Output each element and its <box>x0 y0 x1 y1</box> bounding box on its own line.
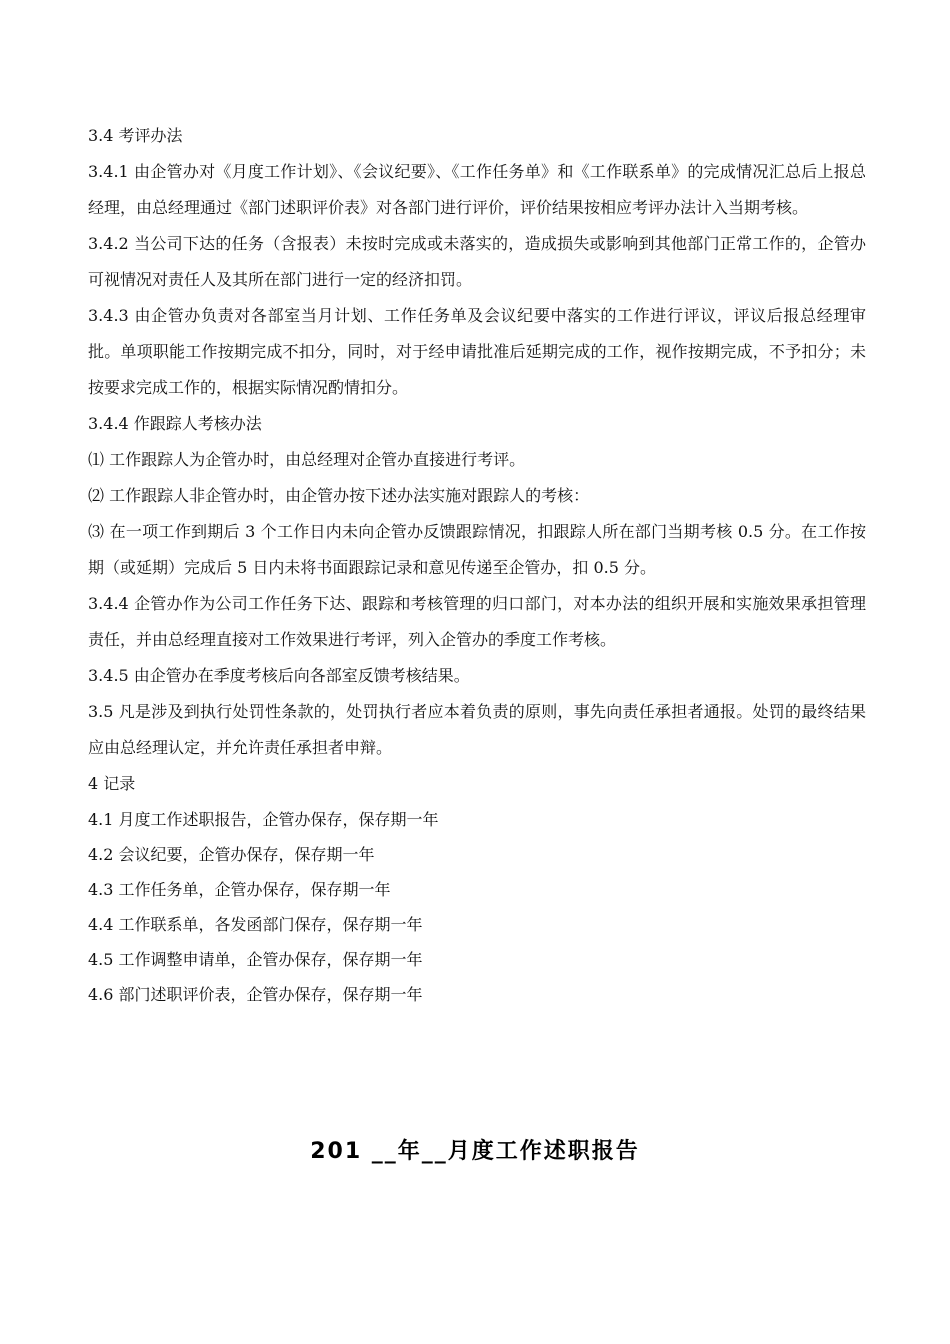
paragraph-3-4-1: 3.4.1 由企管办对《月度工作计划》、《会议纪要》、《工作任务单》和《工作联系单》的完成情况汇总后上报总经理，由总经理通过《部门述职评价表》对各部门进行评价，评价结果按相应考评办法计入当期考核。 <box>88 162 866 217</box>
report-title: 201 __年__月度工作述职报告 <box>310 1139 640 1164</box>
section-heading-3-4: 3.4 考评办法 <box>88 126 183 145</box>
paragraph-3-4-5: 3.4.5 由企管办在季度考核后向各部室反馈考核结果。 <box>88 666 470 685</box>
document-body <box>88 118 866 1012</box>
paragraph-3-4-4b: 3.4.4 企管办作为公司工作任务下达、跟踪和考核管理的归口部门，对本办法的组织开展和实施效果承担管理责任，并由总经理直接对工作效果进行考评，列入企管办的季度工作考核。 <box>88 594 866 649</box>
list-item-1: ⑴ 工作跟踪人为企管办时，由总经理对企管办直接进行考评。 <box>88 450 526 469</box>
list-item-2: ⑵ 工作跟踪人非企管办时，由企管办按下述办法实施对跟踪人的考核： <box>88 486 590 505</box>
list-item-3: ⑶ 在一项工作到期后 3 个工作日内未向企管办反馈跟踪情况，扣跟踪人所在部门当期考核 0.5 分。在工作按期（或延期）完成后 5 日内未将书面跟踪记录和意见传递至企管办，扣 0.5 分。 <box>88 522 866 577</box>
record-item-4-3: 4.3 工作任务单，企管办保存，保存期一年 <box>88 880 391 899</box>
record-item-4-6: 4.6 部门述职评价表，企管办保存，保存期一年 <box>88 985 423 1004</box>
record-item-4-1: 4.1 月度工作述职报告，企管办保存，保存期一年 <box>88 810 439 829</box>
paragraph-3-4-2: 3.4.2 当公司下达的任务（含报表）未按时完成或未落实的，造成损失或影响到其他部门正常工作的，企管办可视情况对责任人及其所在部门进行一定的经济扣罚。 <box>88 234 866 289</box>
record-item-4-2: 4.2 会议纪要，企管办保存，保存期一年 <box>88 845 375 864</box>
record-item-4-4: 4.4 工作联系单，各发函部门保存，保存期一年 <box>88 915 423 934</box>
paragraph-3-4-3: 3.4.3 由企管办负责对各部室当月计划、工作任务单及会议纪要中落实的工作进行评议，评议后报总经理审批。单项职能工作按期完成不扣分，同时，对于经申请批准后延期完成的工作，视作按期完成，不予扣分；未按要求完成工作的，根据实际情况酌情扣分。 <box>88 306 866 397</box>
paragraph-3-5: 3.5 凡是涉及到执行处罚性条款的，处罚执行者应本着负责的原则，事先向责任承担者通报。处罚的最终结果应由总经理认定，并允许责任承担者申辩。 <box>88 702 866 757</box>
section-heading-3-4-4: 3.4.4 作跟踪人考核办法 <box>88 414 262 433</box>
record-item-4-5: 4.5 工作调整申请单，企管办保存，保存期一年 <box>88 950 423 969</box>
section-heading-4: 4 记录 <box>88 774 136 793</box>
